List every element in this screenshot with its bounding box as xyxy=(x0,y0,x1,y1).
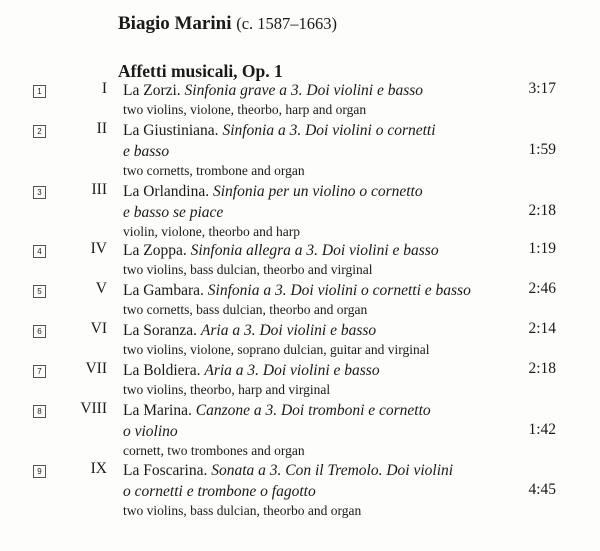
track-number-box[interactable]: 7 xyxy=(33,365,46,378)
track-name: La Giustiniana. xyxy=(123,122,219,139)
composer-dates: (c. 1587–1663) xyxy=(236,14,338,33)
track-duration: 1:59 xyxy=(528,141,556,158)
track-instrumentation: two violins, bass dulcian, theorbo and virginal xyxy=(123,262,373,277)
track-name: La Soranza. xyxy=(123,322,198,339)
track-duration: 2:14 xyxy=(528,320,556,337)
track-title xyxy=(123,181,508,223)
track-form-description: Sinfonia grave a 3. Doi violini e basso xyxy=(184,82,424,99)
track-number-box[interactable]: 5 xyxy=(33,285,46,298)
track-title xyxy=(123,240,508,261)
track-duration: 1:42 xyxy=(528,421,556,438)
track-form-description: Sinfonia a 3. Doi violini o cornetti e basso xyxy=(207,282,471,299)
track-roman-numeral: V xyxy=(95,280,107,297)
track-form-description-cont: e basso xyxy=(123,143,170,160)
track-instrumentation: two violins, violone, theorbo, harp and organ xyxy=(123,102,367,117)
track-form-description: Sonata a 3. Con il Tremolo. Doi violini xyxy=(211,462,454,479)
track-form-description-cont: o violino xyxy=(123,423,178,440)
composer-name: Biagio Marini xyxy=(118,13,232,34)
track-title xyxy=(123,120,508,162)
track-roman-numeral: II xyxy=(96,120,107,137)
track-roman-numeral: VII xyxy=(85,360,107,377)
track-number-box[interactable]: 3 xyxy=(33,186,46,199)
track-roman-numeral: IV xyxy=(90,240,107,257)
track-roman-numeral: III xyxy=(91,181,107,198)
track-instrumentation: two violins, violone, soprano dulcian, guitar and virginal xyxy=(123,342,430,357)
track-roman-numeral: IX xyxy=(90,460,107,477)
track-title xyxy=(123,320,508,341)
track-number-box[interactable]: 1 xyxy=(33,85,46,98)
track-roman-numeral: VIII xyxy=(80,400,107,417)
track-form-description: Sinfonia a 3. Doi violini o cornetti xyxy=(222,122,436,139)
track-roman-numeral: VI xyxy=(90,320,107,337)
track-name: La Boldiera. xyxy=(123,362,201,379)
track-instrumentation: two violins, bass dulcian, theorbo and organ xyxy=(123,503,362,518)
track-instrumentation: two cornetts, bass dulcian, theorbo and organ xyxy=(123,302,368,317)
track-number-box[interactable]: 8 xyxy=(33,405,46,418)
track-number-box[interactable]: 4 xyxy=(33,245,46,258)
track-duration: 4:45 xyxy=(528,481,556,498)
track-form-description: Aria a 3. Doi violini e basso xyxy=(200,322,377,339)
track-form-description: Aria a 3. Doi violini e basso xyxy=(204,362,380,379)
track-title xyxy=(123,80,508,101)
track-form-description-cont: o cornetti e trombone o fagotto xyxy=(123,483,316,500)
composer-header xyxy=(118,13,337,35)
track-number-box[interactable]: 2 xyxy=(33,125,46,138)
track-name: La Zorzi. xyxy=(123,82,181,99)
track-name: La Orlandina. xyxy=(123,183,210,200)
track-duration: 2:46 xyxy=(528,280,556,297)
track-duration: 2:18 xyxy=(528,360,556,377)
track-title xyxy=(123,400,508,442)
track-duration: 3:17 xyxy=(528,80,556,97)
track-instrumentation: two cornetts, trombone and organ xyxy=(123,163,305,178)
track-name: La Gambara. xyxy=(123,282,204,299)
track-instrumentation: violin, violone, theorbo and harp xyxy=(123,224,300,239)
track-name: La Zoppa. xyxy=(123,242,187,259)
track-title xyxy=(123,460,508,502)
track-form-description: Sinfonia per un violino o cornetto xyxy=(212,183,423,200)
track-name: La Marina. xyxy=(123,402,192,419)
track-name: La Foscarina. xyxy=(123,462,208,479)
track-form-description: Sinfonia allegra a 3. Doi violini e basso xyxy=(190,242,439,259)
track-title xyxy=(123,360,508,381)
track-instrumentation: two violins, theorbo, harp and virginal xyxy=(123,382,331,397)
track-instrumentation: cornett, two trombones and organ xyxy=(123,443,305,458)
track-form-description: Canzone a 3. Doi tromboni e cornetto xyxy=(195,402,431,419)
track-form-description-cont: e basso se piace xyxy=(123,204,224,221)
track-roman-numeral: I xyxy=(101,80,107,97)
track-number-box[interactable]: 6 xyxy=(33,325,46,338)
track-duration: 1:19 xyxy=(528,240,556,257)
track-duration: 2:18 xyxy=(528,202,556,219)
track-title xyxy=(123,280,508,301)
track-number-box[interactable]: 9 xyxy=(33,465,46,478)
work-title: Affetti musicali, Op. 1 xyxy=(118,61,283,81)
